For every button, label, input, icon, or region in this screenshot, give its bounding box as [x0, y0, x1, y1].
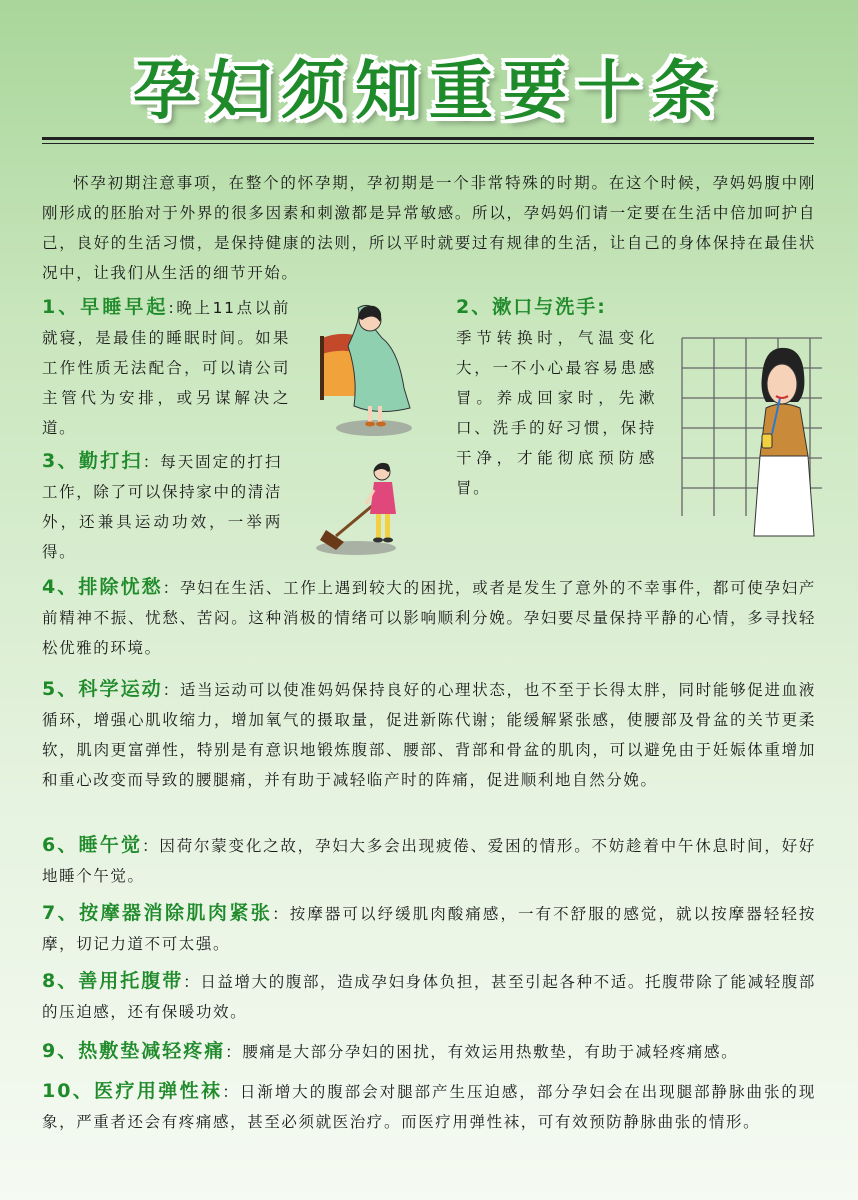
intro-paragraph: 怀孕初期注意事项，在整个的怀孕期，孕初期是一个非常特殊的时期。在这个时候，孕妈妈腹中刚刚形成的胚胎对于外界的很多因素和刺激都是异常敏感。所以，孕妈妈们请一定要在生活中倍加呵护自己，良好的生活习惯，是保持健康的法则，所以平时就要过有规律的生活，让自己的身体保持在最佳状况中，让我们从生活的细节开始。: [42, 174, 816, 282]
section-7-body: ：按摩器可以纾缓肌肉酸痛感，一有不舒服的感觉，就以按摩器轻轻按摩，切记力道不可太强。: [42, 905, 816, 953]
section-5-body: ：适当运动可以使准妈妈保持良好的心理状态，也不至于长得太胖，同时能够促进血液循环，增强心肌收缩力，增加氧气的摄取量，促进新陈代谢；能缓解紧张感，使腰部及骨盆的关节更柔软，肌肉更富弹性，特别是有意识地锻炼腹部、腰部、背部和骨盆的肌肉，可以避免由于妊娠体重增加和重心改变而导致的腰腿痛，并有助于减轻临产时的阵痛，促进顺利地自然分娩。: [42, 681, 816, 789]
section-5-heading: 5、科学运动: [42, 678, 163, 700]
section-10-heading: 10、医疗用弹性袜: [42, 1080, 223, 1102]
title-divider-thin: [42, 143, 814, 144]
section-6-body: ：因荷尔蒙变化之故，孕妇大多会出现疲倦、爱困的情形。不妨趁着中午休息时间，好好地睡个午觉。: [42, 837, 816, 885]
section-9-heading: 9、热敷垫减轻疼痛: [42, 1040, 226, 1062]
section-2-heading: 2、漱口与洗手: [456, 296, 598, 318]
section-4-heading: 4、排除忧愁: [42, 576, 163, 598]
pregnant-woman-bed-icon: [318, 298, 428, 440]
section-8-body: ：日益增大的腹部，造成孕妇身体负担，甚至引起各种不适。托腹带除了能减轻腹部的压迫感，还有保暖功效。: [42, 973, 816, 1021]
section-3: [42, 446, 282, 567]
section-2: 2、漱口与洗手: 季节转换时，气温变化大，一不小心最容易患感冒。养成回家时，先漱口、洗手的好习惯，保持干净，才能彻底预防感冒。: [456, 296, 656, 497]
section-9: [42, 1036, 816, 1067]
woman-sweeping-icon: [308, 460, 408, 558]
section-10-body: ：日渐增大的腹部会对腿部产生压迫感，部分孕妇会在出现腿部静脉曲张的现象，严重者还会有疼痛感，甚至必须就医治疗。而医疗用弹性袜，可有效预防静脉曲张的情形。: [42, 1083, 816, 1131]
section-3-heading: 3、勤打扫: [42, 450, 143, 472]
section-10: [42, 1076, 816, 1137]
section-6-heading: 6、睡午觉: [42, 834, 143, 856]
section-7-heading: 7、按摩器消除肌肉紧张: [42, 902, 273, 924]
section-8-heading: 8、善用托腹带: [42, 970, 184, 992]
section-3-body: ：每天固定的打扫工作，除了可以保持家中的清洁外，还兼具运动功效，一举两得。: [42, 453, 282, 561]
section-9-body: ：腰痛是大部分孕妇的困扰，有效运用热敷垫，有助于减轻疼痛感。: [225, 1043, 739, 1061]
section-4-body: ：孕妇在生活、工作上遇到较大的困扰，或者是发生了意外的不幸事件，都可使孕妇产前精神不振、忧愁、苦闷。这种消极的情绪可以影响顺利分娩。孕妇要尽量保持平静的心情，多寻找轻松优雅的环境。: [42, 579, 816, 657]
woman-brushing-teeth-icon: [680, 336, 824, 542]
section-7: [42, 898, 816, 959]
section-5: [42, 674, 816, 795]
section-8: [42, 966, 816, 1027]
title-divider: [42, 137, 814, 140]
section-6: [42, 830, 816, 891]
section-1-heading: 1、早睡早起: [42, 296, 169, 318]
page-title: 孕妇须知重要十条: [133, 55, 725, 129]
section-1-body: :晚上11点以前就寝，是最佳的睡眠时间。如果工作性质无法配合，可以请公司主管代为安排，或另谋解决之道。: [42, 299, 290, 437]
section-2-body: 季节转换时，气温变化大，一不小心最容易患感冒。养成回家时，先漱口、洗手的好习惯，保持干净，才能彻底预防感冒。: [456, 329, 656, 497]
section-1: [42, 292, 290, 443]
section-4: [42, 572, 816, 663]
